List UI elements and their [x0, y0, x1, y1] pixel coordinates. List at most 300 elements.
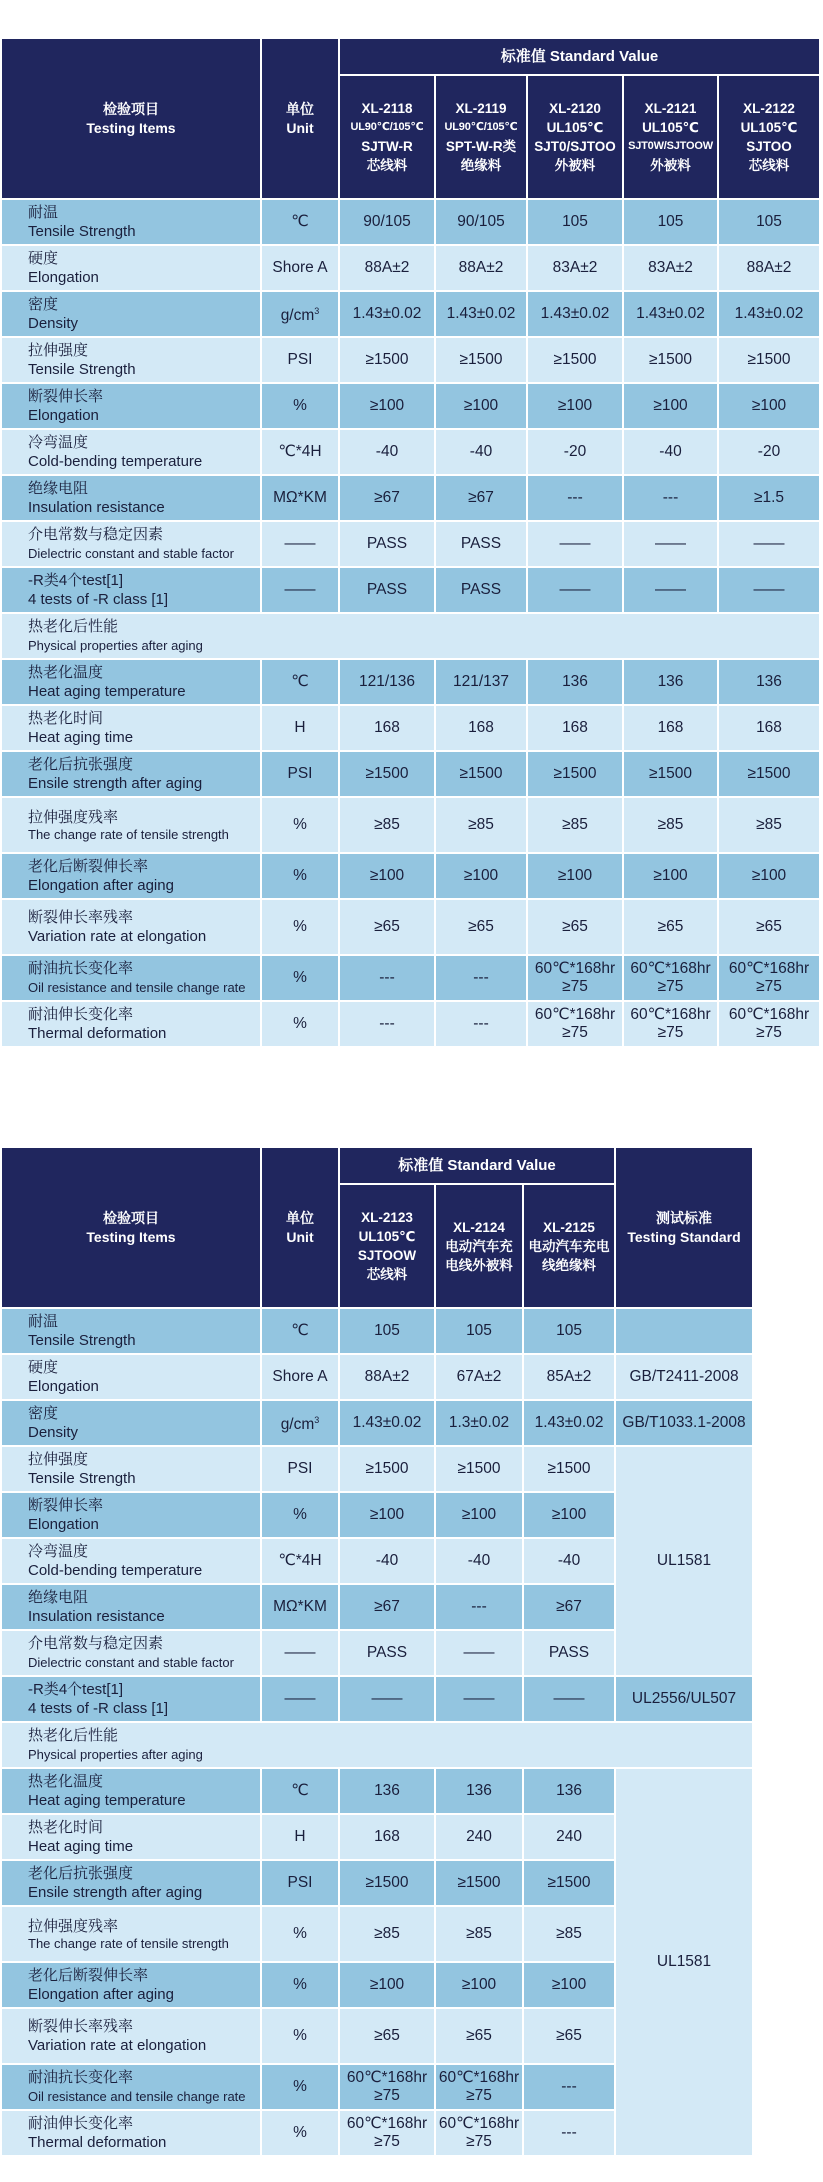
unit-cell	[261, 853, 339, 899]
value-cell: 1.43±0.02	[718, 291, 820, 337]
unit-cell	[261, 567, 339, 613]
product-header-xl-2119: XL-2119 UL90℃/105℃ SPT-W-R类 绝缘料	[435, 75, 527, 199]
testing-item-cn: 拉伸强度残率	[28, 1918, 119, 1935]
value-cell: ≥1500	[527, 751, 623, 797]
testing-item-en: Thermal deformation	[28, 2134, 167, 2151]
testing-item-cell	[1, 1308, 261, 1354]
unit-cell	[261, 2110, 339, 2156]
testing-standard-cell: UL1581	[615, 1768, 753, 2156]
value-cell: 168	[623, 705, 718, 751]
testing-item-en: Cold-bending temperature	[28, 1562, 203, 1579]
value-cell: ---	[339, 955, 435, 1001]
value-cell: 105	[623, 199, 718, 245]
value-cell: 88A±2	[339, 245, 435, 291]
unit-cell	[261, 2008, 339, 2064]
value-cell: ≥100	[523, 1962, 615, 2008]
value-cell: 1.43±0.02	[527, 291, 623, 337]
testing-item-cell	[1, 337, 261, 383]
testing-item-en: Variation rate at elongation	[28, 928, 207, 945]
value-cell: ≥1500	[623, 751, 718, 797]
value-cell: ≥67	[339, 475, 435, 521]
value-cell: ——	[718, 567, 820, 613]
unit-text: %	[293, 969, 307, 986]
testing-item-cell	[1, 2110, 261, 2156]
testing-item-cn: 热老化温度	[28, 1773, 104, 1790]
unit-text: PSI	[287, 1460, 313, 1477]
value-cell: ≥65	[623, 899, 718, 955]
unit-text: ——	[284, 581, 316, 598]
value-limit: ≥75	[657, 978, 684, 995]
value-cell: 88A±2	[435, 245, 527, 291]
testing-item-en: The change rate of tensile strength	[28, 827, 229, 842]
testing-item-cell	[1, 955, 261, 1001]
value-cell: ≥100	[527, 383, 623, 429]
value-cell: ≥1500	[339, 1446, 435, 1492]
unit-cell	[261, 521, 339, 567]
value-cell: ≥100	[339, 383, 435, 429]
unit-text: Shore A	[272, 1368, 328, 1385]
value-cell: ≥65	[339, 2008, 435, 2064]
testing-item-en: The change rate of tensile strength	[28, 1936, 229, 1951]
value-cell: ≥1500	[435, 337, 527, 383]
table-row	[1, 1722, 753, 1768]
value-cell: ——	[527, 521, 623, 567]
testing-item-en: Heat aging time	[28, 729, 134, 746]
table-row	[1, 199, 820, 245]
value-cell: 121/136	[339, 659, 435, 705]
testing-item-cn: 热老化温度	[28, 664, 104, 681]
unit-text: H	[294, 1828, 306, 1845]
testing-item-cn: 硬度	[28, 1359, 59, 1376]
value-cell: 105	[435, 1308, 523, 1354]
product-header-xl-2120: XL-2120 UL105℃ SJT0/SJTOO 外被料	[527, 75, 623, 199]
testing-item-cn: 断裂伸长率残率	[28, 2018, 134, 2035]
header-unit: 单位 Unit	[261, 38, 339, 199]
unit-text: %	[293, 2027, 307, 2044]
testing-item-en: 4 tests of -R class [1]	[28, 591, 169, 608]
testing-item-cn: 热老化后性能	[28, 618, 119, 635]
value-cell: ≥1.5	[718, 475, 820, 521]
unit-text: %	[293, 397, 307, 414]
value-cell: 105	[523, 1308, 615, 1354]
table-row	[1, 383, 820, 429]
value-cell: ≥1500	[435, 1860, 523, 1906]
value-cell: ≥100	[623, 383, 718, 429]
testing-item-cell	[1, 245, 261, 291]
unit-text: %	[293, 2078, 307, 2095]
value-limit: ≥75	[657, 1024, 684, 1041]
value-cell: ≥67	[339, 1584, 435, 1630]
value-cell: ——	[718, 521, 820, 567]
testing-item-en: Insulation resistance	[28, 1608, 165, 1625]
table-row	[1, 291, 820, 337]
testing-item-en: Density	[28, 315, 79, 332]
value-limit: ≥75	[562, 978, 588, 995]
testing-item-en: Heat aging temperature	[28, 1792, 186, 1809]
testing-item-en: Elongation	[28, 1378, 99, 1395]
testing-item-en: Tensile Strength	[28, 223, 136, 240]
product-header-xl-2124: XL-2124 电动汽车充 电线外被料	[435, 1184, 523, 1308]
unit-cell	[261, 1492, 339, 1538]
testing-item-cn: -R类4个test[1]	[28, 1681, 124, 1698]
value-cell: 1.3±0.02	[435, 1400, 523, 1446]
value-condition: 60℃*168hr	[438, 2069, 520, 2086]
value-cell: -40	[435, 429, 527, 475]
unit-cell	[261, 705, 339, 751]
table-row	[1, 797, 820, 853]
value-condition: 60℃*168hr	[534, 960, 616, 977]
testing-item-cell	[1, 1354, 261, 1400]
testing-item-cell	[1, 1906, 261, 1962]
value-cell	[339, 2110, 435, 2156]
testing-item-cn: 断裂伸长率残率	[28, 909, 134, 926]
value-cell	[435, 2110, 523, 2156]
value-cell: 136	[339, 1768, 435, 1814]
testing-item-cn: 介电常数与稳定因素	[28, 1635, 164, 1652]
unit-text: Shore A	[272, 259, 328, 276]
value-cell: ≥100	[523, 1492, 615, 1538]
testing-item-cell	[1, 475, 261, 521]
unit-cell	[261, 659, 339, 705]
value-cell: ≥100	[339, 1492, 435, 1538]
unit-cell	[261, 1860, 339, 1906]
value-cell: 136	[527, 659, 623, 705]
value-cell: 67A±2	[435, 1354, 523, 1400]
unit-text: %	[293, 867, 307, 884]
value-cell: ---	[523, 2064, 615, 2110]
testing-item-cell	[1, 705, 261, 751]
testing-item-cell	[1, 2064, 261, 2110]
header-testing-standard: 测试标准 Testing Standard	[615, 1147, 753, 1308]
testing-item-en: Tensile Strength	[28, 361, 136, 378]
unit-cell	[261, 1001, 339, 1047]
unit-cell	[261, 1814, 339, 1860]
value-cell: ≥100	[435, 383, 527, 429]
value-cell: ≥65	[718, 899, 820, 955]
testing-item-en: Variation rate at elongation	[28, 2037, 207, 2054]
testing-standard-cell: GB/T1033.1-2008	[615, 1400, 753, 1446]
value-cell: ≥1500	[339, 337, 435, 383]
value-cell: ≥1500	[339, 751, 435, 797]
value-cell: ——	[435, 1630, 523, 1676]
unit-cell	[261, 1446, 339, 1492]
value-cell: 85A±2	[523, 1354, 615, 1400]
unit-superscript: 3	[314, 306, 320, 317]
testing-item-en: Thermal deformation	[28, 1025, 167, 1042]
unit-cell	[261, 751, 339, 797]
testing-item-cell	[1, 1446, 261, 1492]
unit-text: MΩ*KM	[273, 1598, 327, 1615]
testing-standard-cell	[615, 1308, 753, 1354]
value-cell: 83A±2	[623, 245, 718, 291]
value-cell: ≥100	[623, 853, 718, 899]
value-cell	[718, 955, 820, 1001]
unit-text: %	[293, 1015, 307, 1032]
value-cell: ≥1500	[339, 1860, 435, 1906]
testing-item-cn: 硬度	[28, 250, 59, 267]
value-cell: ——	[435, 1676, 523, 1722]
testing-standard-cell: UL1581	[615, 1446, 753, 1676]
value-cell: ≥65	[339, 899, 435, 955]
section-heading-cell	[1, 613, 820, 659]
value-cell: 83A±2	[527, 245, 623, 291]
unit-cell	[261, 429, 339, 475]
value-limit: ≥75	[374, 2133, 400, 2150]
value-cell: ---	[435, 1584, 523, 1630]
value-cell	[339, 2064, 435, 2110]
table-row	[1, 751, 820, 797]
product-header-xl-2123: XL-2123 UL105℃ SJTOOW 芯线料	[339, 1184, 435, 1308]
value-cell: -40	[435, 1538, 523, 1584]
unit-text: PSI	[287, 765, 313, 782]
unit-text: ℃	[291, 1782, 309, 1799]
value-cell: 136	[435, 1768, 523, 1814]
value-limit: ≥75	[374, 2087, 400, 2104]
unit-cell	[261, 383, 339, 429]
table-row	[1, 1676, 753, 1722]
value-cell: PASS	[435, 521, 527, 567]
testing-item-en: Tensile Strength	[28, 1470, 136, 1487]
table-row	[1, 1001, 820, 1047]
value-limit: ≥75	[756, 978, 782, 995]
value-cell: 105	[339, 1308, 435, 1354]
testing-item-cn: 耐温	[28, 1313, 59, 1330]
testing-item-cn: 断裂伸长率	[28, 1497, 104, 1514]
unit-text: %	[293, 816, 307, 833]
value-cell: ≥65	[435, 2008, 523, 2064]
unit-text: ——	[284, 1690, 316, 1707]
value-cell: PASS	[523, 1630, 615, 1676]
unit-cell	[261, 2064, 339, 2110]
testing-item-cn: 拉伸强度	[28, 1451, 89, 1468]
testing-item-cell	[1, 1492, 261, 1538]
value-cell	[527, 955, 623, 1001]
value-cell: ≥100	[718, 853, 820, 899]
testing-item-cn: 介电常数与稳定因素	[28, 526, 164, 543]
value-cell: ≥1500	[623, 337, 718, 383]
testing-item-cn: 绝缘电阻	[28, 480, 89, 497]
value-cell: ≥100	[527, 853, 623, 899]
testing-item-cn: 密度	[28, 1405, 59, 1422]
testing-item-cn: 拉伸强度	[28, 342, 89, 359]
testing-item-cell	[1, 1962, 261, 2008]
value-cell: ≥1500	[435, 1446, 523, 1492]
unit-text: PSI	[287, 1874, 313, 1891]
unit-cell	[261, 1962, 339, 2008]
value-cell: 1.43±0.02	[523, 1400, 615, 1446]
value-cell: ≥1500	[523, 1446, 615, 1492]
value-cell: ——	[527, 567, 623, 613]
testing-item-cell	[1, 567, 261, 613]
value-cell	[435, 2064, 523, 2110]
unit-cell	[261, 1906, 339, 1962]
testing-item-cn: -R类4个test[1]	[28, 572, 124, 589]
unit-text: ℃*4H	[278, 1552, 322, 1569]
testing-item-en: Elongation	[28, 269, 99, 286]
value-cell: 136	[718, 659, 820, 705]
value-cell: ≥1500	[435, 751, 527, 797]
table-row	[1, 1446, 753, 1492]
testing-item-cell	[1, 1814, 261, 1860]
testing-item-cell	[1, 291, 261, 337]
unit-text: ——	[284, 535, 316, 552]
testing-item-en: Elongation	[28, 1516, 99, 1533]
testing-item-cn: 耐油抗长变化率	[28, 2069, 134, 2086]
value-cell: 136	[523, 1768, 615, 1814]
header-testing-items: 检验项目 Testing Items	[1, 38, 261, 199]
value-cell: ≥85	[523, 1906, 615, 1962]
testing-item-cell	[1, 429, 261, 475]
table-row	[1, 429, 820, 475]
testing-item-cn: 绝缘电阻	[28, 1589, 89, 1606]
testing-item-cn: 耐油抗长变化率	[28, 960, 134, 977]
unit-text: %	[293, 2124, 307, 2141]
value-cell: ≥1500	[523, 1860, 615, 1906]
value-cell: 105	[718, 199, 820, 245]
testing-item-cell	[1, 1001, 261, 1047]
testing-item-en: Ensile strength after aging	[28, 1884, 203, 1901]
value-condition: 60℃*168hr	[728, 960, 810, 977]
value-cell: ≥67	[435, 475, 527, 521]
value-cell: ≥100	[435, 853, 527, 899]
value-cell: ≥100	[339, 853, 435, 899]
testing-item-en: Oil resistance and tensile change rate	[28, 980, 246, 995]
testing-item-cn: 冷弯温度	[28, 1543, 89, 1560]
value-cell: ≥67	[523, 1584, 615, 1630]
testing-item-cn: 老化后抗张强度	[28, 756, 134, 773]
testing-item-cn: 拉伸强度残率	[28, 809, 119, 826]
testing-item-en: Cold-bending temperature	[28, 453, 203, 470]
testing-item-cell	[1, 797, 261, 853]
testing-item-en: Dielectric constant and stable factor	[28, 1655, 234, 1670]
testing-item-cn: 断裂伸长率	[28, 388, 104, 405]
testing-item-cell	[1, 1584, 261, 1630]
value-cell: ≥100	[718, 383, 820, 429]
value-cell: PASS	[435, 567, 527, 613]
testing-item-cell	[1, 899, 261, 955]
value-cell: ——	[623, 521, 718, 567]
testing-item-cell	[1, 1676, 261, 1722]
unit-superscript: 3	[314, 1415, 320, 1426]
unit-text: g/cm	[280, 307, 315, 325]
testing-item-cell	[1, 2008, 261, 2064]
testing-item-cell	[1, 659, 261, 705]
value-condition: 60℃*168hr	[630, 960, 711, 977]
testing-item-cell	[1, 1630, 261, 1676]
value-condition: 60℃*168hr	[534, 1006, 616, 1023]
value-cell: -40	[523, 1538, 615, 1584]
table-row	[1, 245, 820, 291]
testing-item-cell	[1, 1538, 261, 1584]
testing-item-cn: 老化后抗张强度	[28, 1865, 134, 1882]
product-header-xl-2125: XL-2125 电动汽车充电 线绝缘料	[523, 1184, 615, 1308]
spec-table-2-body	[1, 1308, 753, 2156]
table-row	[1, 475, 820, 521]
testing-item-cell	[1, 1400, 261, 1446]
testing-item-cn: 老化后断裂伸长率	[28, 1967, 149, 1984]
table-row	[1, 613, 820, 659]
section-heading-cell	[1, 1722, 753, 1768]
value-limit: ≥75	[756, 1024, 782, 1041]
testing-item-cn: 密度	[28, 296, 59, 313]
unit-text: %	[293, 918, 307, 935]
value-cell: ---	[527, 475, 623, 521]
unit-cell	[261, 1630, 339, 1676]
unit-cell	[261, 1538, 339, 1584]
value-cell: ---	[339, 1001, 435, 1047]
table-row	[1, 899, 820, 955]
testing-item-en: 4 tests of -R class [1]	[28, 1700, 169, 1717]
testing-item-en: Physical properties after aging	[28, 1747, 203, 1762]
testing-item-en: Elongation after aging	[28, 877, 174, 894]
testing-item-en: Elongation	[28, 407, 99, 424]
testing-standard-cell: UL2556/UL507	[615, 1676, 753, 1722]
table-row	[1, 659, 820, 705]
value-cell: 1.43±0.02	[339, 1400, 435, 1446]
table-row	[1, 1768, 753, 1814]
value-cell: ≥100	[435, 1962, 523, 2008]
value-cell: 168	[339, 705, 435, 751]
testing-item-cn: 耐油伸长变化率	[28, 1006, 134, 1023]
unit-cell	[261, 1354, 339, 1400]
testing-item-cell	[1, 1768, 261, 1814]
value-cell: ---	[435, 1001, 527, 1047]
unit-cell	[261, 1584, 339, 1630]
table-row	[1, 1400, 753, 1446]
value-cell	[718, 1001, 820, 1047]
testing-item-cn: 热老化时间	[28, 1819, 104, 1836]
value-cell: ≥85	[339, 1906, 435, 1962]
testing-item-cell	[1, 751, 261, 797]
value-cell: -20	[718, 429, 820, 475]
testing-item-cn: 老化后断裂伸长率	[28, 858, 149, 875]
table-row	[1, 853, 820, 899]
testing-item-cn: 热老化时间	[28, 710, 104, 727]
spec-table-1-body	[1, 199, 820, 1047]
value-cell: ---	[623, 475, 718, 521]
value-cell: 240	[435, 1814, 523, 1860]
unit-cell	[261, 1308, 339, 1354]
testing-standard-cell: GB/T2411-2008	[615, 1354, 753, 1400]
value-cell: ≥1500	[527, 337, 623, 383]
testing-item-en: Ensile strength after aging	[28, 775, 203, 792]
value-cell: ≥1500	[718, 337, 820, 383]
product-header-xl-2121: XL-2121 UL105℃ SJT0W/SJTOOW 外被料	[623, 75, 718, 199]
value-cell: 121/137	[435, 659, 527, 705]
unit-text: H	[294, 719, 306, 736]
value-cell: 1.43±0.02	[339, 291, 435, 337]
table-row	[1, 337, 820, 383]
value-cell: 168	[435, 705, 527, 751]
value-cell: ---	[435, 955, 527, 1001]
value-cell: ≥100	[339, 1962, 435, 2008]
table-row	[1, 705, 820, 751]
value-cell: ≥85	[435, 1906, 523, 1962]
unit-cell	[261, 797, 339, 853]
table-row	[1, 1308, 753, 1354]
testing-item-en: Elongation after aging	[28, 1986, 174, 2003]
value-condition: 60℃*168hr	[728, 1006, 810, 1023]
unit-text: PSI	[287, 351, 313, 368]
testing-item-en: Heat aging temperature	[28, 683, 186, 700]
value-condition: 60℃*168hr	[630, 1006, 711, 1023]
value-cell: -20	[527, 429, 623, 475]
testing-item-cell	[1, 383, 261, 429]
unit-text: %	[293, 1506, 307, 1523]
value-cell: 240	[523, 1814, 615, 1860]
testing-item-cell	[1, 853, 261, 899]
testing-item-cell	[1, 1860, 261, 1906]
